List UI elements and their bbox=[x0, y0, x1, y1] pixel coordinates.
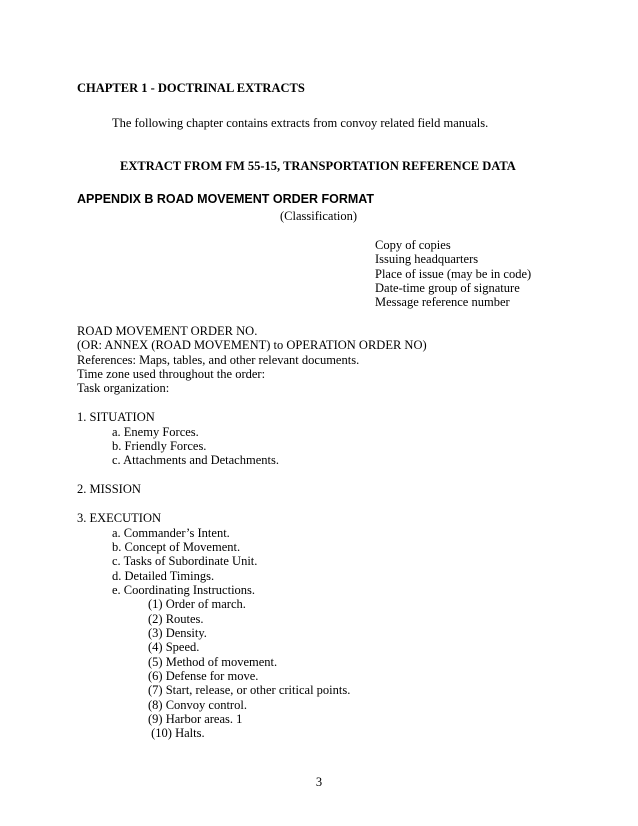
sub-item: (6) Defense for move. bbox=[148, 669, 259, 683]
header-line: Date-time group of signature bbox=[375, 281, 520, 295]
section-item: e. Coordinating Instructions. bbox=[112, 583, 256, 597]
header-line: Copy of copies bbox=[375, 238, 451, 252]
preamble-line: ROAD MOVEMENT ORDER NO. bbox=[77, 324, 258, 338]
chapter-title: CHAPTER 1 - DOCTRINAL EXTRACTS bbox=[77, 81, 305, 95]
preamble-line: References: Maps, tables, and other relevant documents. bbox=[77, 353, 360, 367]
preamble-line: Time zone used throughout the order: bbox=[77, 367, 266, 381]
header-line: Issuing headquarters bbox=[375, 252, 479, 266]
sub-item: (8) Convoy control. bbox=[148, 698, 247, 712]
sub-item: (10) Halts. bbox=[148, 726, 205, 740]
mission-heading: 2. MISSION bbox=[77, 482, 141, 496]
classification-label: (Classification) bbox=[280, 209, 358, 223]
preamble-line: (OR: ANNEX (ROAD MOVEMENT) to OPERATION ORDER NO) bbox=[77, 338, 427, 352]
sub-item: (4) Speed. bbox=[148, 640, 200, 654]
page-number: 3 bbox=[315, 775, 323, 789]
appendix-title: APPENDIX B ROAD MOVEMENT ORDER FORMAT bbox=[77, 192, 374, 206]
extract-title: EXTRACT FROM FM 55-15, TRANSPORTATION REFERENCE DATA bbox=[120, 159, 516, 173]
sub-item: (9) Harbor areas. 1 bbox=[148, 712, 243, 726]
section-item: c. Tasks of Subordinate Unit. bbox=[112, 554, 258, 568]
section-heading: 1. SITUATION bbox=[77, 410, 155, 424]
section-item: c. Attachments and Detachments. bbox=[112, 453, 279, 467]
section-item: b. Friendly Forces. bbox=[112, 439, 207, 453]
section-item: a. Commander’s Intent. bbox=[112, 526, 230, 540]
section-heading: 3. EXECUTION bbox=[77, 511, 162, 525]
header-line: Place of issue (may be in code) bbox=[375, 267, 532, 281]
header-line: Message reference number bbox=[375, 295, 510, 309]
preamble-line: Task organization: bbox=[77, 381, 170, 395]
sub-item: (2) Routes. bbox=[148, 612, 204, 626]
section-item: b. Concept of Movement. bbox=[112, 540, 241, 554]
sub-item: (1) Order of march. bbox=[148, 597, 246, 611]
sub-item: (3) Density. bbox=[148, 626, 207, 640]
intro-paragraph: The following chapter contains extracts from convoy related field manuals. bbox=[112, 116, 489, 130]
section-item: a. Enemy Forces. bbox=[112, 425, 199, 439]
section-item: d. Detailed Timings. bbox=[112, 569, 215, 583]
sub-item: (7) Start, release, or other critical points. bbox=[148, 683, 351, 697]
sub-item: (5) Method of movement. bbox=[148, 655, 278, 669]
